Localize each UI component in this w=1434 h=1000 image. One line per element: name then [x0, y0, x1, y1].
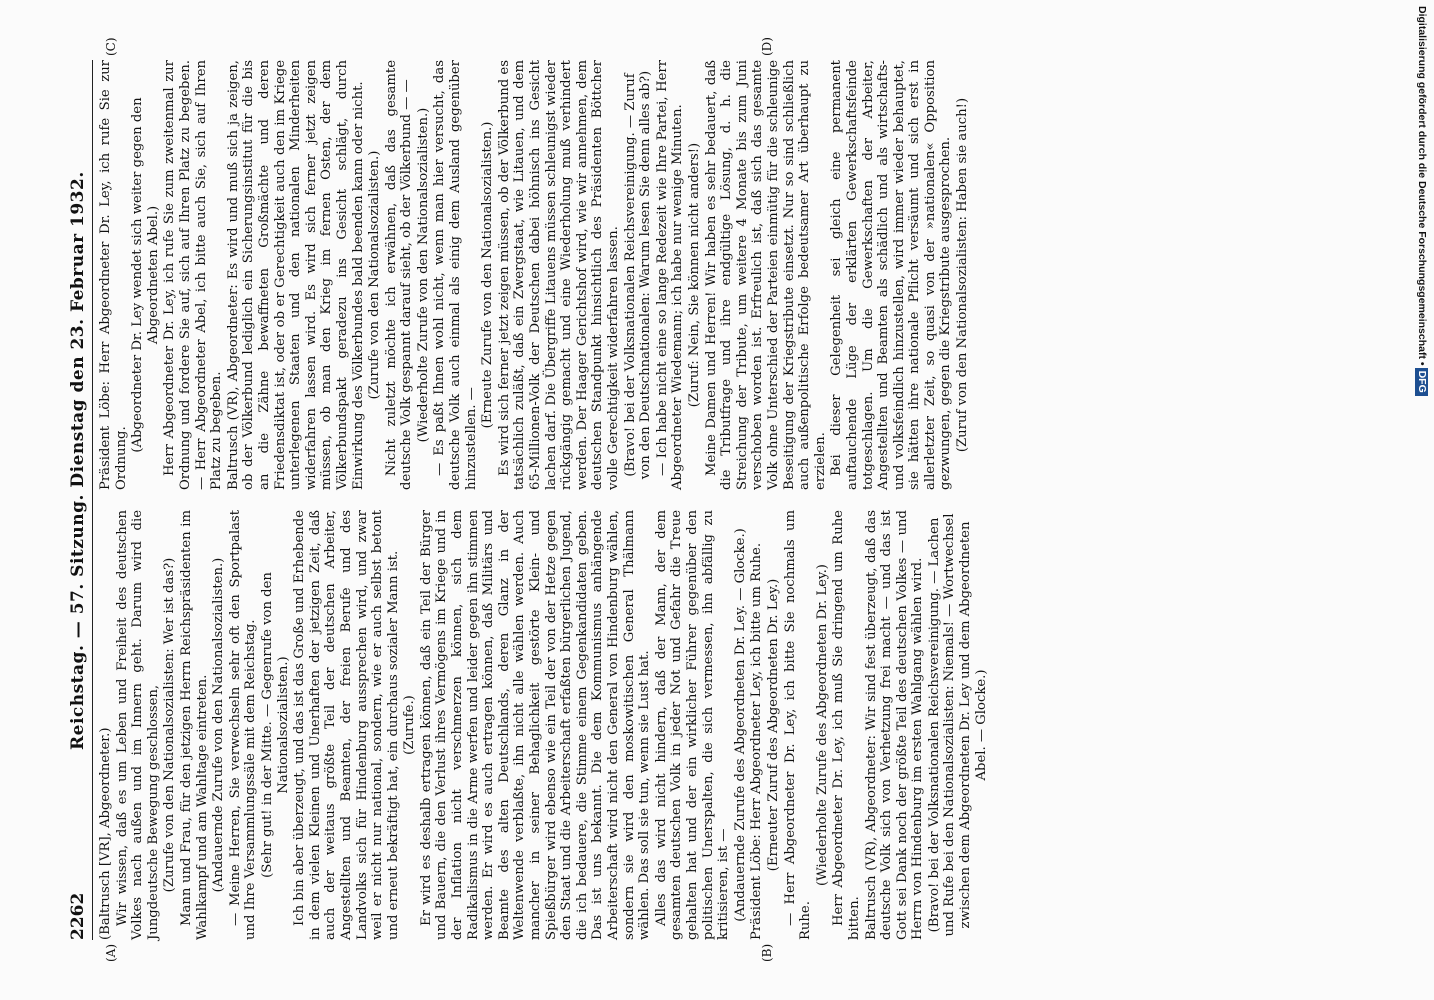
paragraph: Wir wissen, daß es um Leben und Freiheit des deutschen Volkes nach außen und im Innern geht. Darum wird die Jungdeutsche Bewegung geschlossen, — [114, 510, 161, 940]
paragraph: Baltrusch (VR), Abgeordneter: Wir sind fest überzeugt, daß das deutsche Volk sich von Verhetzung frei macht — und das ist Gott sei Dank noch der größte Teil des deutschen Volkes — und Herrn von Hindenburg im ersten Wahlgang wählen wird. — [863, 510, 926, 940]
paragraph: Mann und Frau, für den jetzigen Herrn Reichspräsidenten im Wahlkampf und am Wahltage eintreten. — [178, 510, 210, 940]
paragraph: (Bravo! bei der Volksnationalen Reichsvereinigung. — Lachen und Rufe bei den Nationalsozialisten: Niemals! — Wortwechsel zwischen dem Abgeordneten Dr. Ley und dem Abgeordneten Abel. — Glocke.) — [926, 513, 989, 937]
paragraph: (Zurufe von den Nationalsozialisten.) — [367, 150, 383, 400]
paragraph: (Zurufe.) — [402, 695, 418, 755]
paragraph: Herr Abgeordneter Dr. Ley, ich rufe Sie zum zweitenmal zur Ordnung und fordere Sie auf, sich auf Ihren Platz zu begeben. — Herr Abgeordneter Abel, ich bitte auch Sie, sich auf Ihren Platz zu begeben. — [162, 60, 225, 490]
paragraph: (Andauernde Zurufe des Abgeordneten Dr. Ley. — Glocke.) — [732, 528, 748, 922]
right-text-column — [98, 60, 972, 490]
page-number: 2262 — [68, 892, 88, 940]
margin-marker-c: (C) — [104, 37, 118, 56]
left-text-column — [98, 510, 990, 940]
margin-marker-d: (D) — [760, 37, 774, 56]
paragraph: Alles das wird nicht hindern, daß der Mann, der dem gesamten deutschen Volk in jeder Not und Gefahr die Treue gehalten hat und der ein wirklicher Führer gegenüber den politischen Unerspalten, die sich vermessen, ihn abfällig zu kritisieren, ist — — [653, 510, 732, 940]
paragraph: — Es paßt Ihnen wohl nicht, wenn man hier versucht, das deutsche Volk auch einmal als einig dem Ausland gegenüber hinzustellen. — — [432, 60, 479, 490]
paragraph: Meine Damen und Herren! Wir haben es sehr bedauert, daß die Tributfrage und ihre endgültige Lösung, d. h. die Streichung der Tribute, um weitere 4 Monate bis zum Juni verschoben worden ist. Erfreulich ist, daß sich das gesamte Volk ohne Unterschied der Parteien einmütig für die schleunige Beseitigung der Kriegstribute einsetzt. Nur so sind schließlich auch außenpolitische Erfolge bedeutsamer Art überhaupt zu erzielen. — [703, 60, 828, 490]
paragraph: (Bravo! bei der Volksnationalen Reichsvereinigung. — Zuruf von den Deutschnationalen: Warum lesen Sie denn alles ab?) — [622, 70, 654, 480]
paragraph: — Meine Herren, Sie verwechseln sehr oft den Sportpalast und Ihre Versammlungssäle mit dem Reichstag. — [227, 510, 259, 940]
paragraph: (Zurufe von den Nationalsozialisten: Wer ist das?) — [162, 557, 178, 893]
paragraph: Präsident Löbe: Herr Abgeordneter Ley, ich bitte um Ruhe. — [749, 542, 765, 940]
margin-marker-a: (A) — [104, 943, 118, 962]
paragraph: Herr Abgeordneter Dr. Ley, ich muß Sie dringend um Ruhe bitten. — [831, 510, 862, 940]
stamp-text: Digitalisierung gefördert durch die Deutsche Forschungsgemeinschaft • — [1416, 6, 1428, 366]
paragraph: (Baltrusch [VR], Abgeordneter.) — [98, 727, 113, 940]
digitization-stamp — [1408, 0, 1434, 1000]
paragraph: (Zuruf: Nein, Sie können nicht anders!) — [686, 142, 702, 408]
paragraph: Baltrusch (VR), Abgeordneter: Es wird und muß sich ja zeigen, ob der Völkerbund lediglich ein Sicherungsinstitut für die bis an die Zähne bewaffneten Großmächte und deren Friedensdiktat ist, oder ob er Gerechtigkeit auch den im Kriege unterlegenen Staaten und den nationalen Minderheiten widerfahren lassen wird. Es wird sich ferner jetzt zeigen müssen, ob man den Krieg im fernen Osten, der dem Völkerbundspakt geradezu ins Gesicht schlägt, durch Einwirkung des Völkerbundes bald beenden kann oder nicht. — [225, 60, 366, 490]
paragraph: Bei dieser Gelegenheit sei gleich eine permanent auftauchende Lüge der erklärten Gewerkschaftsfeinde totgeschlagen. Um die Gewerkschaften der Arbeiter, Angestellten und Beamten als schädlich und als wirtschafts- und volksfeindlich hinzustellen, wird immer wieder behauptet, sie hätten ihre nationale Pflicht versäumt und sich erst in allerletzter Zeit, so quasi von der »nationalen« Opposition gezwungen, gegen die Kriegstribute ausgesprochen. — [829, 60, 954, 490]
paragraph: Nicht zuletzt möchte ich erwähnen, daß das gesamte deutsche Volk gespannt darauf sieht, ob der Völkerbund — — — [383, 60, 415, 490]
paragraph: (Wiederholte Zurufe von den Nationalsozialisten.) — [415, 107, 431, 443]
paragraph: Präsident Löbe: Herr Abgeordneter Dr. Ley, ich rufe Sie zur Ordnung. — [98, 60, 129, 490]
paragraph: Er wird es deshalb ertragen können, daß ein Teil der Bürger und Bauern, die den Verlust ihres Vermögens im Kriege und in der Inflation nicht verschmerzen können, sich dem Radikalismus in die Arme werfen und leider gegen ihn stimmen werden. Er wird es auch ertragen können, daß Militärs und Beamte des alten Deutschlands, deren Glanz in der Weltenwende verblaßte, ihn nicht alle wählen werden. Auch mancher in seiner Behaglichkeit gestörte Klein- und Spießbürger wird ebenso wie ein Teil der von der Hetze gegen den Staat und die Arbeiterschaft erfaßten bürgerlichen Jugend, die ich bedauere, die Stimme einem Gegenkandidaten geben. Das ist uns bekannt. Die dem Kommunismus anhängende Arbeiterschaft wird nicht den General von Hindenburg wählen, sondern sie wird den moskowitischen General Thälmann wählen. Das soll sie tun, wenn sie Lust hat. — [418, 510, 653, 940]
paragraph: — Herr Abgeordneter Dr. Ley, ich bitte Sie nochmals um Ruhe. — [782, 510, 814, 940]
paragraph: (Erneuter Zuruf des Abgeordneten Dr. Ley.) — [765, 578, 781, 872]
paragraph: (Abgeordneter Dr. Ley wendet sich weiter gegen den Abgeordneten Abel.) — [130, 97, 161, 453]
dfg-logo: DFG — [1415, 368, 1428, 396]
paragraph: (Zuruf von den Nationalsozialisten: Haben sie auch!) — [955, 97, 971, 453]
margin-marker-b: (B) — [760, 943, 774, 962]
paragraph: — Ich habe nicht eine so lange Redezeit wie Ihre Partei, Herr Abgeordneter Wiedemann; ich habe nur wenige Minuten. — [654, 60, 686, 490]
paragraph: (Andauernde Zurufe von den Nationalsozialisten.) — [211, 557, 227, 893]
paragraph: (Erneute Zurufe von den Nationalsozialisten.) — [480, 121, 496, 429]
page-header — [68, 60, 93, 940]
paragraph: Es wird sich ferner jetzt zeigen müssen, ob der Völkerbund es tatsächlich zuläßt, daß ein Zwergstaat, wie Litauen, und dem 65-Millionen-Volk der Deutschen dabei höhnisch ins Gesicht lachen darf. Die Übergriffe Litauens müssen schleunigst wieder rückgängig gemacht und eine Wiederholung muß verhindert werden. Der Haager Gerichtshof wird, wie wir annehmen, dem deutschen Standpunkt hinsichtlich des Präsidenten Böttcher volle Gerechtigkeit widerfahren lassen. — [496, 60, 621, 490]
paragraph: Ich bin aber überzeugt, und das ist das Große und Erhebende in dem vielen Kleinen und Unerhaften der jetzigen Zeit, daß auch der weitaus größte Teil der deutschen Arbeiter, Angestellten und Beamten, der freien Berufe und des Landvolks sich für Hindenburg aussprechen wird, und zwar weil er nicht nur national, sondern, wie er auch selbst betont und erneut bekräftigt hat, ein durchaus sozialer Mann ist. — [292, 510, 401, 940]
paragraph: (Sehr gut! in der Mitte. — Gegenrufe von den Nationalsozialisten.) — [259, 572, 291, 878]
page-title: Reichstag. — 57. Sitzung. Dienstag den 23. Februar 1932. — [68, 171, 88, 750]
paragraph: (Wiederholte Zurufe des Abgeordneten Dr. Ley.) — [814, 564, 830, 886]
